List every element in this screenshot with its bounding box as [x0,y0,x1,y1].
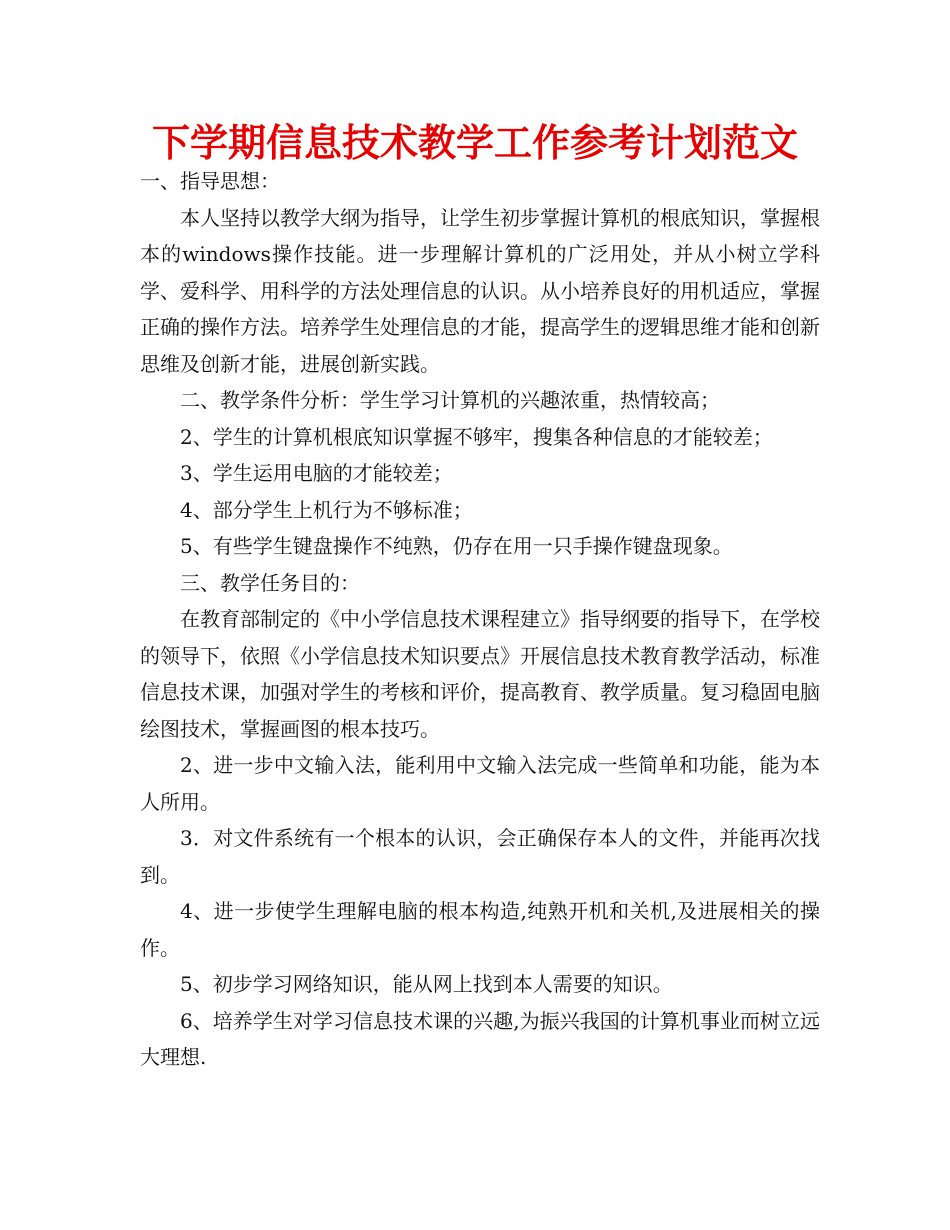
list-item-goal-2: 2、进一步中文输入法，能利用中文输入法完成一些简单和功能，能为本人所用。 [140,753,820,814]
list-item-condition-2: 2、学生的计算机根底知识掌握不够牢，搜集各种信息的才能较差； [180,424,773,449]
list-item-condition-4: 4、部分学生上机行为不够标准； [180,497,473,522]
document-title: 下学期信息技术教学工作参考计划范文 [151,121,798,165]
list-item-condition-5: 5、有些学生键盘操作不纯熟，仍存在用一只手操作键盘现象。 [180,534,733,558]
paragraph-teaching-conditions: 二、教学条件分析：学生学习计算机的兴趣浓重，热情较高； [180,388,720,412]
list-item-goal-6: 6、培养学生对学习信息技术课的兴趣,为振兴我国的计算机事业而树立远大理想. [140,1008,820,1069]
document-body [140,163,820,1076]
paragraph-guiding-ideology: 本人坚持以教学大纲为指导，让学生初步掌握计算机的根底知识，掌握根本的windows操作技能。进一步理解计算机的广泛用处，并从小树立学科学、爱科学、用科学的方法处理信息的认识。从小培养良好的用机适应，掌握正确的操作方法。培养学生处理信息的才能，提高学生的逻辑思维才能和创新思维及创新才能，进展创新实践。 [140,205,820,376]
section-heading-guiding-ideology: 一、指导思想： [140,169,280,193]
list-item-goal-4: 4、进一步使学生理解电脑的根本构造,纯熟开机和关机,及进展相关的操作。 [140,899,820,960]
section-heading-teaching-goals: 三、教学任务目的： [180,570,360,595]
paragraph-teaching-goals: 在教育部制定的《中小学信息技术课程建立》指导纲要的指导下，在学校的领导下，依照《小学信息技术知识要点》开展信息技术教育教学活动，标准信息技术课，加强对学生的考核和评价，提高教育、教学质量。复习稳固电脑绘图技术，掌握画图的根本技巧。 [140,607,820,741]
list-item-condition-3: 3、学生运用电脑的才能较差； [180,461,453,485]
list-item-goal-5: 5、初步学习网络知识，能从网上找到本人需要的知识。 [180,972,673,996]
list-item-goal-3: 3．对文件系统有一个根本的认识，会正确保存本人的文件，并能再次找到。 [140,826,820,887]
